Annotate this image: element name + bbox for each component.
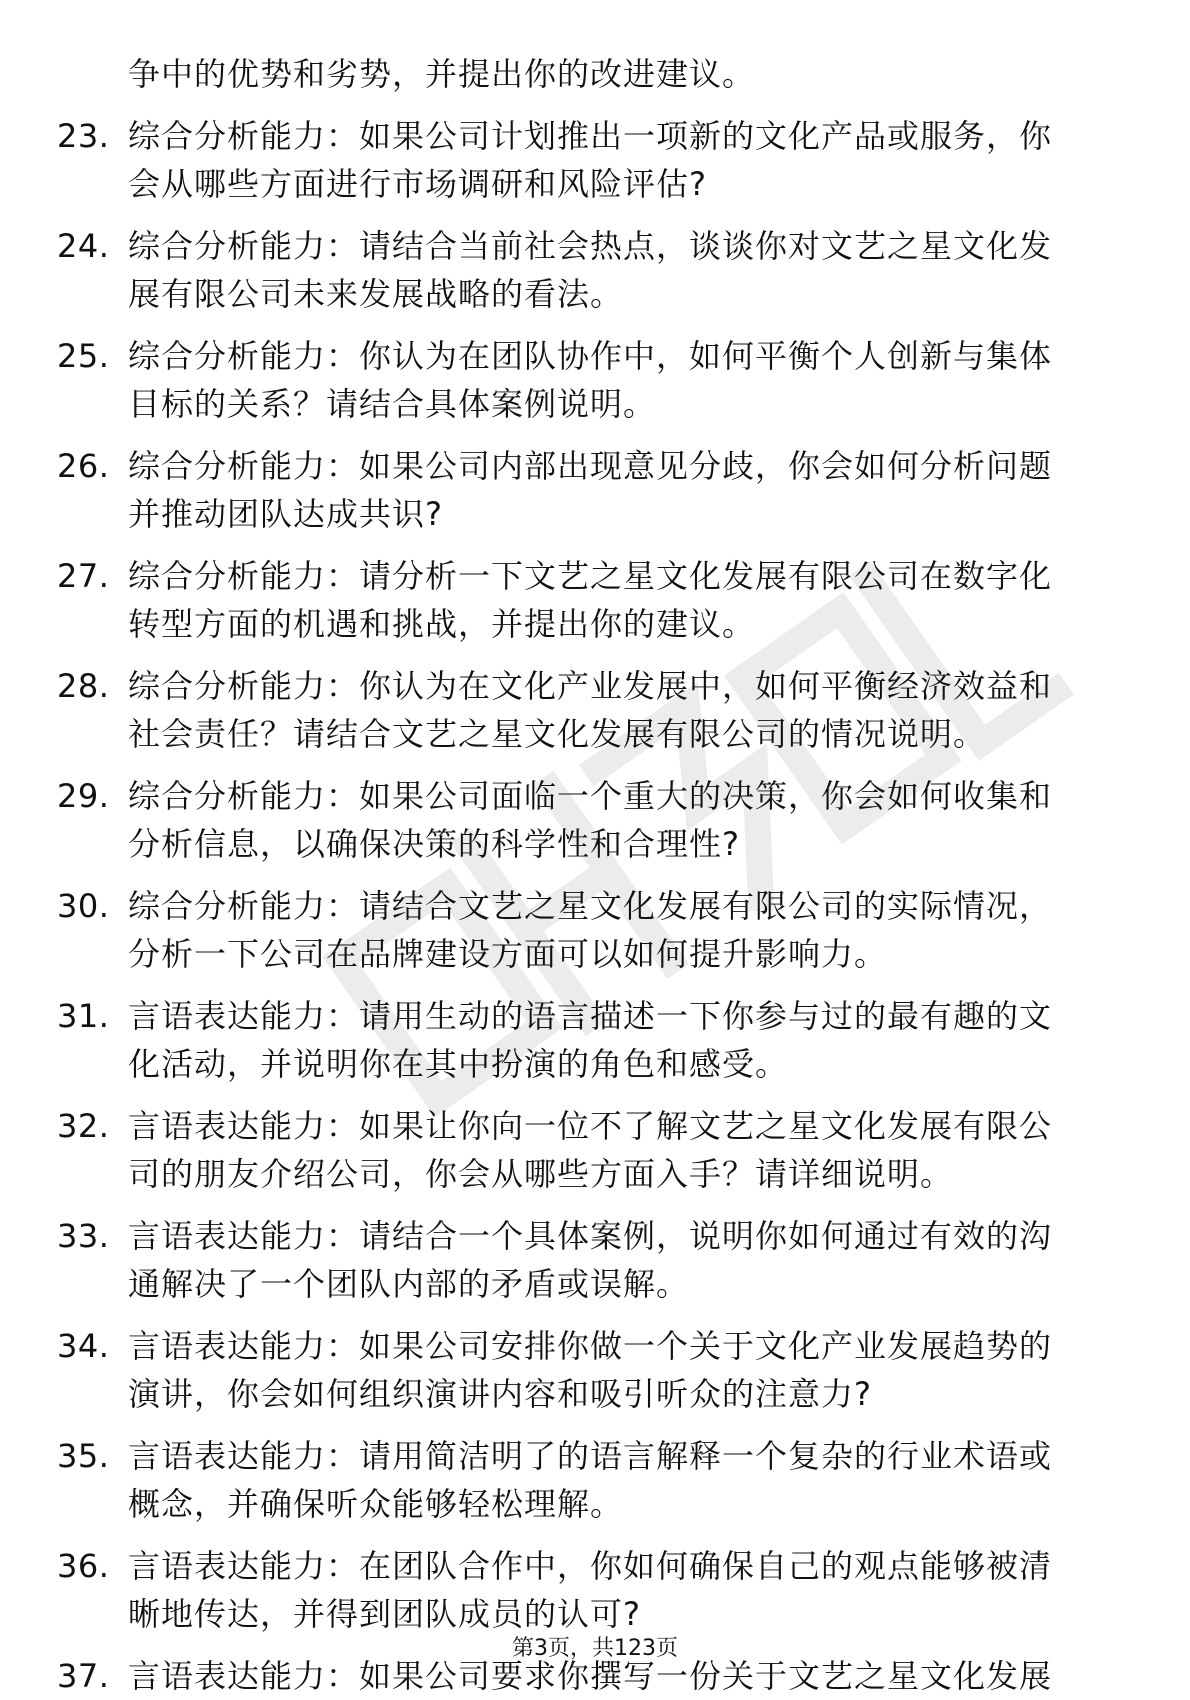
item-text-line: 并推动团队达成共识?	[128, 495, 443, 533]
item-text-line: 会从哪些方面进行市场调研和风险评估?	[128, 165, 707, 203]
item-text-line: 言语表达能力：在团队合作中，你如何确保自己的观点能够被清	[128, 1547, 1053, 1585]
list-item	[57, 1542, 1117, 1638]
item-number: 25.	[57, 337, 110, 375]
item-text-line: 言语表达能力：如果公司安排你做一个关于文化产业发展趋势的	[128, 1327, 1053, 1365]
list-item	[57, 112, 1117, 208]
item-number: 35.	[57, 1437, 110, 1475]
list-item	[57, 992, 1117, 1088]
item-text-line: 司的朋友介绍公司，你会从哪些方面入手？请详细说明。	[128, 1155, 954, 1193]
item-text-line: 综合分析能力：请结合当前社会热点，谈谈你对文艺之星文化发	[128, 227, 1053, 265]
item-text-line: 综合分析能力：你认为在文化产业发展中，如何平衡经济效益和	[128, 667, 1053, 705]
item-text-line: 演讲，你会如何组织演讲内容和吸引听众的注意力?	[128, 1375, 872, 1413]
list-item	[57, 332, 1117, 428]
item-number: 36.	[57, 1547, 110, 1585]
item-number: 33.	[57, 1217, 110, 1255]
item-number: 37.	[57, 1657, 110, 1695]
list-item	[57, 552, 1117, 648]
item-text-line: 综合分析能力：如果公司计划推出一项新的文化产品或服务，你	[128, 117, 1053, 155]
item-number: 29.	[57, 777, 110, 815]
item-text-line: 目标的关系？请结合具体案例说明。	[128, 385, 657, 423]
list-item	[57, 662, 1117, 758]
item-text-line: 综合分析能力：如果公司内部出现意见分歧，你会如何分析问题	[128, 447, 1053, 485]
item-text-line: 展有限公司未来发展战略的看法。	[128, 275, 624, 313]
item-text-line: 言语表达能力：请用简洁明了的语言解释一个复杂的行业术语或	[128, 1437, 1053, 1475]
item-text-line: 综合分析能力：请结合文艺之星文化发展有限公司的实际情况，	[128, 887, 1053, 925]
list-item	[57, 1102, 1117, 1198]
item-text-line: 言语表达能力：请用生动的语言描述一下你参与过的最有趣的文	[128, 997, 1053, 1035]
item-text-line: 言语表达能力：如果公司要求你撰写一份关于文艺之星文化发展	[128, 1657, 1053, 1695]
list-item	[57, 222, 1117, 318]
list-item	[57, 442, 1117, 538]
item-number: 30.	[57, 887, 110, 925]
item-number: 31.	[57, 997, 110, 1035]
item-number: 23.	[57, 117, 110, 155]
item-number: 34.	[57, 1327, 110, 1365]
item-number: 32.	[57, 1107, 110, 1145]
list-item	[57, 1322, 1117, 1418]
item-text-line: 概念，并确保听众能够轻松理解。	[128, 1485, 624, 1523]
item-text-line: 社会责任？请结合文艺之星文化发展有限公司的情况说明。	[128, 715, 987, 753]
item-number: 24.	[57, 227, 110, 265]
item-text-line: 转型方面的机遇和挑战，并提出你的建议。	[128, 605, 756, 643]
page-footer: 第3页，共123页	[512, 1636, 678, 1661]
item-number: 28.	[57, 667, 110, 705]
item-number: 27.	[57, 557, 110, 595]
question-list	[57, 50, 1117, 1700]
item-text-line: 分析信息，以确保决策的科学性和合理性?	[128, 825, 740, 863]
item-text-line: 言语表达能力：如果让你向一位不了解文艺之星文化发展有限公	[128, 1107, 1053, 1145]
item-text-line: 综合分析能力：你认为在团队协作中，如何平衡个人创新与集体	[128, 337, 1053, 375]
list-item	[57, 1212, 1117, 1308]
item-text-line: 综合分析能力：如果公司面临一个重大的决策，你会如何收集和	[128, 777, 1053, 815]
list-item	[57, 882, 1117, 978]
item-number: 26.	[57, 447, 110, 485]
item-text-line: 综合分析能力：请分析一下文艺之星文化发展有限公司在数字化	[128, 557, 1053, 595]
continuation-line: 争中的优势和劣势，并提出你的改进建议。	[128, 55, 756, 93]
item-text-line: 晰地传达，并得到团队成员的认可?	[128, 1595, 641, 1633]
list-item	[57, 1432, 1117, 1528]
item-text-line: 分析一下公司在品牌建设方面可以如何提升影响力。	[128, 935, 888, 973]
item-text-line: 化活动，并说明你在其中扮演的角色和感受。	[128, 1045, 789, 1083]
item-text-line: 通解决了一个团队内部的矛盾或误解。	[128, 1265, 690, 1303]
list-item	[57, 772, 1117, 868]
item-text-line: 言语表达能力：请结合一个具体案例，说明你如何通过有效的沟	[128, 1217, 1053, 1255]
